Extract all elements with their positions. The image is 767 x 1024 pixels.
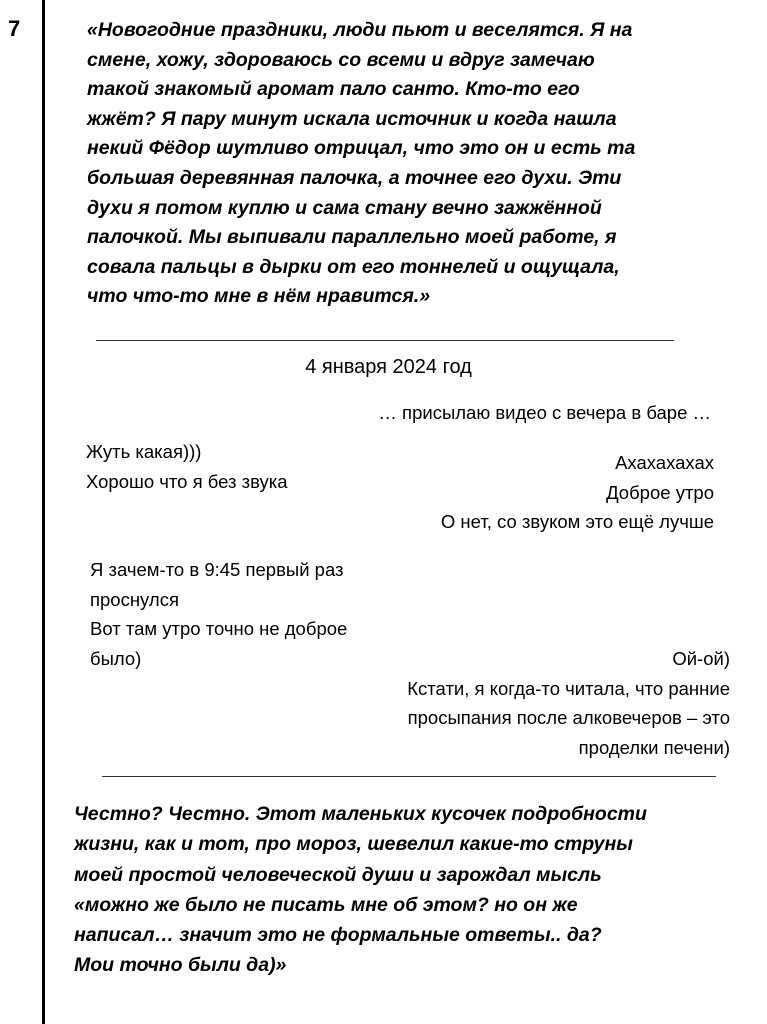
margin-rule [42,0,45,1024]
intro-paragraph: «Новогодние праздники, люди пьют и веселятся. Я на смене, хожу, здороваюсь со всеми и вдруг замечаю такой знакомый аромат пало санто. Кто-то его жжёт? Я пару минут искала источник и когда нашла некий Фёдор шутливо отрицал, что это он и есть та большая деревянная палочка, а точнее его духи. Эти духи я потом куплю и сама стану вечно зажжённой палочкой. Мы выпивали параллельно моей работе, я совала пальцы в дырки от его тоннелей и ощущала, что что-то мне в нём нравится.» [87,19,636,308]
chat-message: … присылаю видео с вечера в баре … [378,402,711,423]
divider-top [96,340,674,341]
chat-message: Ахахахахах Доброе утро О нет, со звуком это ещё лучше [440,452,714,532]
chat-date: 4 января 2024 год [305,356,472,378]
divider-bottom [102,776,716,777]
chat-message: Я зачем-то в 9:45 первый раз проснулся Вот там утро точно не доброе было) [90,559,348,669]
outro-paragraph: Честно? Честно. Этот маленьких кусочек подробности жизни, как и тот, про мороз, шевелил какие-то струны моей простой человеческой души и зарождал мысль «можно же было не писать мне об этом? но он же написал… значит это не формальные ответы.. да? Мои точно были да)» [74,803,647,977]
page-number: 7 [8,16,21,41]
chat-message: Ой-ой) Кстати, я когда-то читала, что ранние просыпания после алковечеров – это проделки печени) [407,648,730,758]
chat-message: Жуть какая))) Хорошо что я без звука [86,441,288,492]
